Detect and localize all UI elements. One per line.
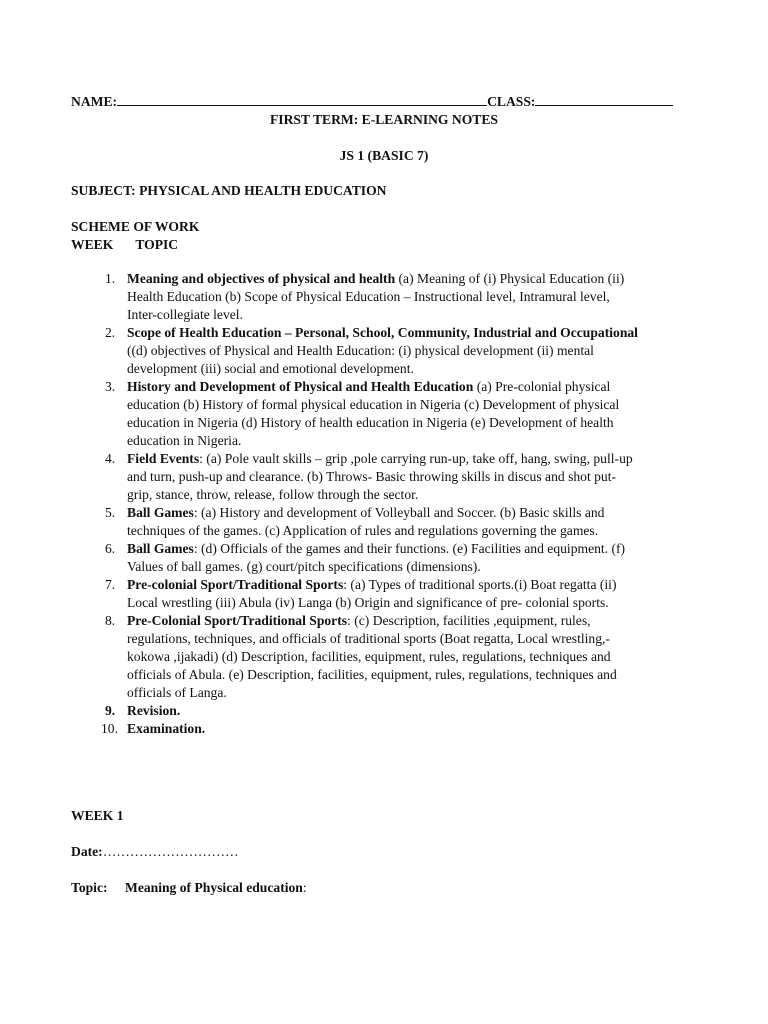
scheme-item-line: [127, 306, 711, 324]
scheme-item-text: (a) Meaning of (i) Physical Education (ii): [395, 271, 625, 286]
scheme-item-text: : (a) Types of traditional sports.(i) Boat regatta (ii): [343, 577, 617, 592]
scheme-item: [71, 612, 711, 702]
scheme-item-text: : (d) Officials of the games and their functions. (e) Facilities and equipment. (f): [193, 541, 626, 556]
scheme-item-title: Meaning and objectives of physical and health: [127, 271, 396, 286]
scheme-item-text: ((d) objectives of Physical and Health Education: (i) physical development (ii) mental: [127, 343, 594, 358]
scheme-item-line: [127, 360, 711, 378]
scheme-item: [71, 324, 711, 378]
scheme-item-line: [127, 468, 711, 486]
scheme-item-number: 7.: [105, 577, 116, 592]
topic-label: Topic:: [71, 880, 108, 895]
scheme-item-line: [127, 540, 711, 558]
scheme-item-text: education in Nigeria (d) History of health education in Nigeria (e) Development of health: [127, 415, 614, 430]
scheme-item-line: [127, 342, 711, 360]
scheme-item-line: [127, 432, 711, 450]
scheme-item-line: [127, 504, 711, 522]
topic-line: [71, 879, 307, 897]
class-label: CLASS:: [487, 94, 536, 109]
scheme-item-title: Ball Games: [127, 505, 194, 520]
scheme-item-number: 10.: [101, 721, 118, 736]
scheme-item-text: kokowa ,ijakadi) (d) Description, facilities, equipment, rules, regulations, techniques and: [127, 649, 611, 664]
scheme-item: [71, 378, 711, 450]
scheme-item: [71, 576, 711, 612]
week-column-header: WEEK: [71, 237, 114, 252]
scheme-item-number: 3.: [105, 379, 116, 394]
scheme-item-line: [127, 684, 711, 702]
scheme-item-line: [127, 450, 711, 468]
scheme-item-line: [127, 594, 711, 612]
scheme-item-text: techniques of the games. (c) Application of rules and regulations governing the games.: [127, 523, 599, 538]
scheme-item-text: Health Education (b) Scope of Physical Education – Instructional level, Intramural level,: [127, 289, 610, 304]
class-level: JS 1 (BASIC 7): [339, 148, 429, 163]
scheme-item-line: [127, 648, 711, 666]
scheme-item-title: Field Events: [127, 451, 200, 466]
scheme-item-text: : (c) Description, facilities ,equipment, rules,: [347, 613, 591, 628]
scheme-item-text: Inter-collegiate level.: [127, 307, 243, 322]
date-line: [71, 843, 239, 861]
scheme-item-line: [127, 324, 711, 342]
scheme-item-line: [127, 270, 711, 288]
scheme-item-line: [127, 414, 711, 432]
scheme-item-title: Ball Games: [127, 541, 194, 556]
scheme-item: [71, 270, 711, 324]
scheme-item-text: : (a) History and development of Volleyball and Soccer. (b) Basic skills and: [193, 505, 605, 520]
scheme-item-text: officials of Abula. (e) Description, facilities, equipment, rules, regulations, techniques and: [127, 667, 617, 682]
name-class-line: [71, 92, 673, 111]
scheme-item-line: [127, 576, 711, 594]
name-blank-field[interactable]: [117, 92, 487, 106]
scheme-item-line: [127, 720, 711, 738]
week1-heading: WEEK 1: [71, 808, 124, 823]
scheme-item-line: [127, 486, 711, 504]
scheme-item-text: (a) Pre-colonial physical: [473, 379, 611, 394]
scheme-item-title: History and Development of Physical and Health Education: [127, 379, 474, 394]
scheme-item-line: [127, 702, 711, 720]
scheme-item-number: 1.: [105, 271, 116, 286]
scheme-item: [71, 504, 711, 540]
topic-suffix: :: [302, 880, 307, 895]
scheme-list: [71, 270, 711, 738]
scheme-item-number: 9.: [105, 703, 116, 718]
scheme-item-line: [127, 630, 711, 648]
name-label: NAME:: [71, 94, 118, 109]
scheme-item-number: 2.: [105, 325, 116, 340]
scheme-item-title: Pre-Colonial Sport/Traditional Sports: [127, 613, 348, 628]
scheme-item-number: 5.: [105, 505, 116, 520]
scheme-item-line: [127, 666, 711, 684]
scheme-item-title: Examination.: [127, 721, 206, 736]
scheme-item-line: [127, 396, 711, 414]
scheme-item-text: education (b) History of formal physical education in Nigeria (c) Development of physical: [127, 397, 620, 412]
date-label: Date:: [71, 844, 103, 859]
scheme-item-text: : (a) Pole vault skills – grip ,pole carrying run-up, take off, hang, swing, pull-up: [199, 451, 633, 466]
scheme-item-text: and turn, push-up and clearance. (b) Throws- Basic throwing skills in discus and shot put-: [127, 469, 617, 484]
topic-value: Meaning of Physical education: [125, 880, 303, 895]
scheme-item-title: Pre-colonial Sport/Traditional Sports: [127, 577, 344, 592]
scheme-item-text: officials of Langa.: [127, 685, 227, 700]
scheme-columns: [71, 236, 178, 254]
scheme-item-text: regulations, techniques, and officials of traditional sports (Boat regatta, Local wrestling,-: [127, 631, 610, 646]
scheme-item-title: Revision.: [127, 703, 181, 718]
scheme-item: [71, 702, 711, 720]
scheme-item-title: Scope of Health Education – Personal, School, Community, Industrial and Occupational: [127, 325, 638, 340]
scheme-item: [71, 450, 711, 504]
scheme-item-line: [127, 558, 711, 576]
scheme-item-text: development (iii) social and emotional development.: [127, 361, 414, 376]
scheme-item-line: [127, 378, 711, 396]
scheme-item-line: [127, 612, 711, 630]
scheme-heading: SCHEME OF WORK: [71, 219, 200, 234]
class-blank-field[interactable]: [535, 92, 673, 106]
scheme-item-line: [127, 288, 711, 306]
scheme-item-text: Local wrestling (iii) Abula (iv) Langa (b) Origin and significance of pre- colonial sports.: [127, 595, 609, 610]
scheme-item-number: 4.: [105, 451, 116, 466]
scheme-item-text: education in Nigeria.: [127, 433, 242, 448]
scheme-item: [71, 720, 711, 738]
scheme-item-text: Values of ball games. (g) court/pitch specifications (dimensions).: [127, 559, 481, 574]
topic-column-header: TOPIC: [135, 237, 179, 252]
subject-heading: SUBJECT: PHYSICAL AND HEALTH EDUCATION: [71, 183, 387, 198]
date-dots: …………………………: [102, 844, 239, 859]
scheme-item-number: 8.: [105, 613, 116, 628]
scheme-item-number: 6.: [105, 541, 116, 556]
scheme-item-line: [127, 522, 711, 540]
scheme-item: [71, 540, 711, 576]
scheme-item-text: grip, stance, throw, release, follow through the sector.: [127, 487, 419, 502]
term-title: FIRST TERM: E-LEARNING NOTES: [270, 112, 498, 127]
